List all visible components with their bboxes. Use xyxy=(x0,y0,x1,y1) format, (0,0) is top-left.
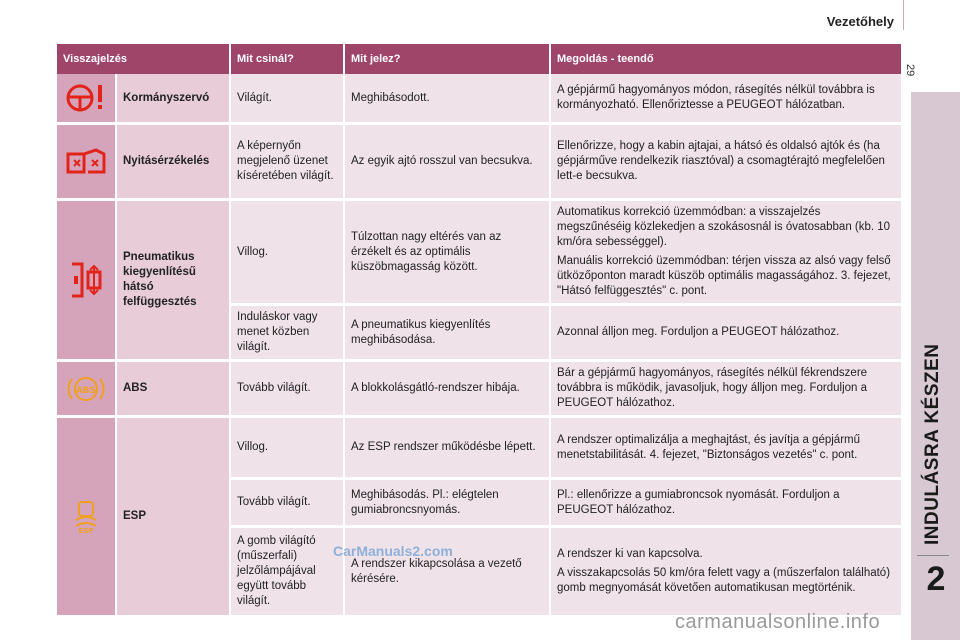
chapter-divider xyxy=(917,555,949,556)
door-open-warning-icon xyxy=(64,146,108,178)
what-it-means: A rendszer kikapcsolása a vezető kérésére. xyxy=(345,528,551,618)
table-row xyxy=(57,362,903,418)
warning-name: Nyitásérzékelés xyxy=(117,125,231,201)
table-row xyxy=(57,418,903,480)
solution-text: A visszakapcsolás 50 km/óra felett vagy a (műszerfalon található) gomb megnyomását követően automatikusan megtörténik. xyxy=(557,567,891,594)
what-it-does: Villog. xyxy=(231,418,345,480)
esp-warning-icon xyxy=(71,500,101,534)
icon-cell xyxy=(57,362,117,418)
what-it-does: Villog. xyxy=(231,201,345,306)
solution-text: A rendszer optimalizálja a meghajtást, és javítja a gépjármű menetstabilitását. 4. fejezet, "Biztonságos vezetés" c. pont. xyxy=(557,433,861,461)
table-header-row xyxy=(57,44,903,74)
what-it-does: Tovább világít. xyxy=(231,362,345,418)
watermark-large: carmanualsonline.info xyxy=(675,611,881,633)
solution-text: A gépjármű hagyományos módon, rásegítés nélkül továbbra is kormányozható. Ellenőriztesse a PEUGEOT hálózatban. xyxy=(557,84,875,111)
what-it-means: Meghibásodás. Pl.: elégtelen gumiabroncsnyomás. xyxy=(345,480,551,528)
solution-text: Ellenőrizze, hogy a kabin ajtajai, a hátsó és oldalsó ajtók és (ha gépjárműve rendelkezik riasztóval) a csomagtérajtó megfelelően lett-e becsukva. xyxy=(557,140,885,182)
solution-text: A rendszer ki van kapcsolva. xyxy=(557,548,703,560)
watermark-small: CarManuals2.com xyxy=(333,543,453,559)
what-it-does: Világít. xyxy=(231,74,345,125)
solution xyxy=(551,201,903,306)
solution xyxy=(551,125,903,201)
solution-text: Pl.: ellenőrizze a gumiabroncsok nyomását. Forduljon a PEUGEOT hálózathoz. xyxy=(557,488,840,516)
warning-name: ESP xyxy=(117,418,231,618)
rear-suspension-warning-icon xyxy=(66,258,106,302)
icon-cell xyxy=(57,418,117,618)
table-row xyxy=(57,125,903,201)
what-it-means: A blokkolásgátló-rendszer hibája. xyxy=(345,362,551,418)
table-row xyxy=(57,74,903,125)
header-what-it-does: Mit csinál? xyxy=(231,44,345,74)
solution xyxy=(551,306,903,362)
page-number: 29 xyxy=(904,64,916,77)
what-it-means: Meghibásodott. xyxy=(345,74,551,125)
header-what-it-means: Mit jelez? xyxy=(345,44,551,74)
icon-cell xyxy=(57,125,117,201)
warning-name: ABS xyxy=(117,362,231,418)
what-it-means: Túlzottan nagy eltérés van az érzékelt és az optimális küszöbmagasság között. xyxy=(345,201,551,306)
solution xyxy=(551,74,903,125)
solution-text: Azonnal álljon meg. Forduljon a PEUGEOT hálózathoz. xyxy=(557,326,840,338)
header-warning-light: Visszajelzés xyxy=(57,44,231,74)
what-it-means: Az egyik ajtó rosszul van becsukva. xyxy=(345,125,551,201)
svg-text:ESP: ESP xyxy=(78,526,94,534)
warning-lights-table xyxy=(57,44,903,618)
solution-text: Automatikus korrekció üzemmódban: a visszajelzés megszűnéséig közlekedjen a szokásosnál is óvatosabban (kb. 10 km/óra sebességgel). xyxy=(557,206,891,248)
what-it-does: A képernyőn megjelenő üzenet kíséretében világít. xyxy=(231,125,345,201)
what-it-means: Az ESP rendszer működésbe lépett. xyxy=(345,418,551,480)
solution xyxy=(551,528,903,618)
chapter-number: 2 xyxy=(926,560,946,598)
icon-cell xyxy=(57,74,117,125)
what-it-does: Induláskor vagy menet közben világít. xyxy=(231,306,345,362)
what-it-does: A gomb világító (műszerfali) jelzőlámpájával együtt tovább világít. xyxy=(231,528,345,618)
chapter-title: INDULÁSRA KÉSZEN xyxy=(922,343,943,545)
header-divider xyxy=(903,0,904,30)
power-steering-warning-icon xyxy=(64,80,108,116)
header-solution: Megoldás - teendő xyxy=(551,44,903,74)
warning-name: Pneumatikus kiegyenlítésű hátsó felfüggesztés xyxy=(117,201,231,362)
page-header-title: Vezetőhely xyxy=(826,14,894,29)
solution xyxy=(551,418,903,480)
solution-text: Bár a gépjármű hagyományos, rásegítés nélkül fékrendszere továbbra is működik, javasoljuk, hogy álljon meg. Forduljon a PEUGEOT hálózathoz. xyxy=(557,367,868,409)
warning-name: Kormányszervó xyxy=(117,74,231,125)
abs-warning-icon xyxy=(64,373,108,405)
solution-text: Manuális korrekció üzemmódban: térjen vissza az alsó vagy felső ütközőponton maradt küszöb optimális magasságához. 3. fejezet, "Hátsó felfüggesztés" c. pont. xyxy=(557,255,891,297)
solution xyxy=(551,480,903,528)
svg-text:ABS: ABS xyxy=(75,385,97,396)
icon-cell xyxy=(57,201,117,362)
solution xyxy=(551,362,903,418)
what-it-does: Tovább világít. xyxy=(231,480,345,528)
what-it-means: A pneumatikus kiegyenlítés meghibásodása. xyxy=(345,306,551,362)
table-row xyxy=(57,201,903,306)
